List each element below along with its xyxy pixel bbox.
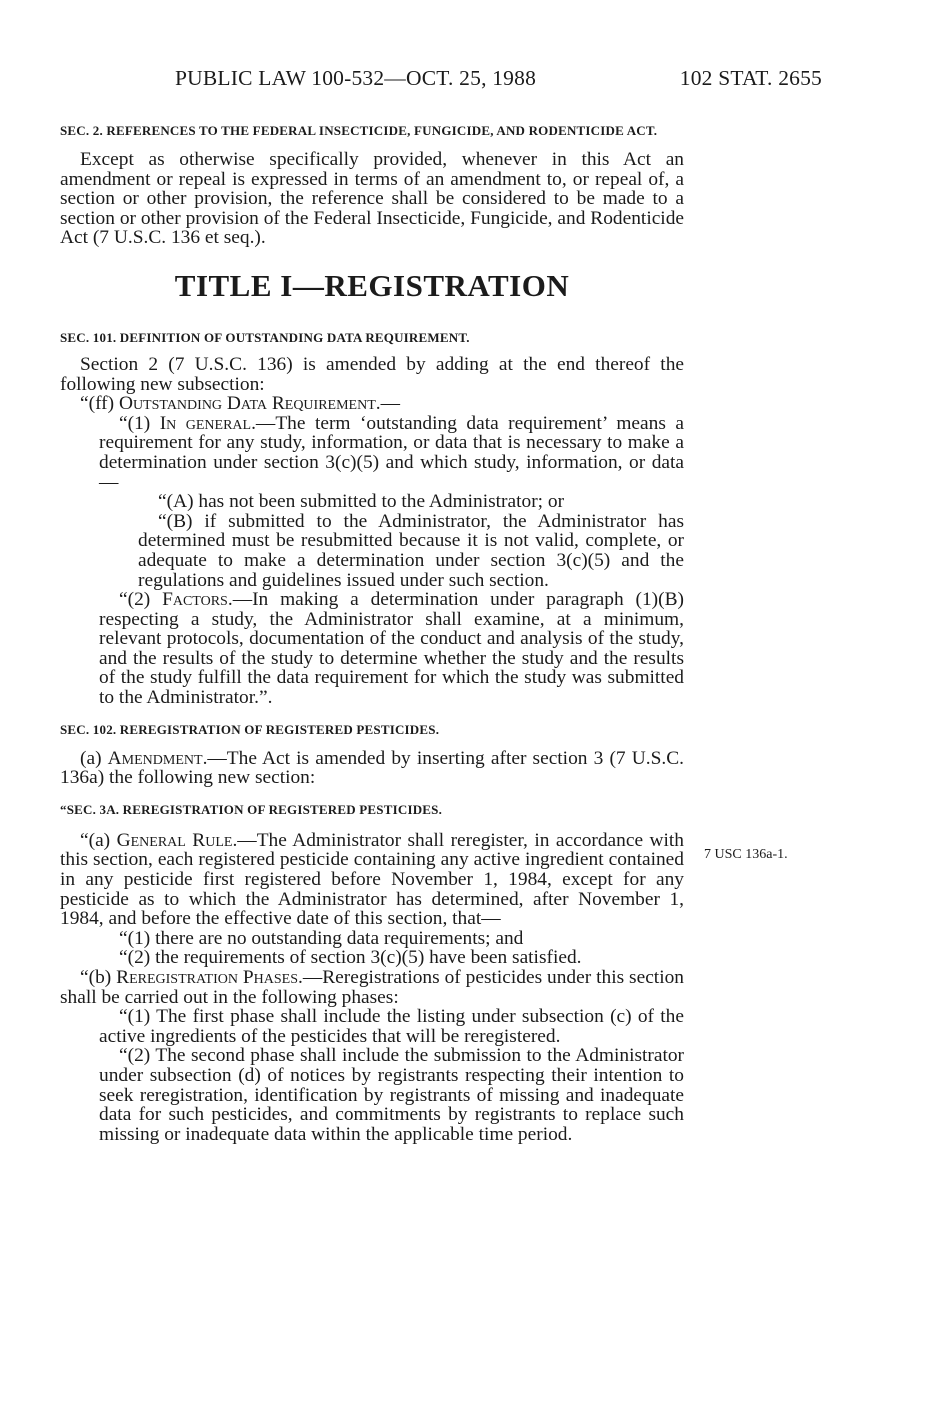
ff-heading: Outstanding Data Requirement — [118, 393, 376, 415]
title-heading: TITLE I—REGISTRATION — [174, 267, 570, 303]
p1-heading: In general — [159, 412, 252, 434]
subparagraph-a: “(A) has not been submitted to the Administrator; or — [158, 491, 565, 513]
p1-open: “(1) — [119, 412, 160, 434]
sec3a-heading: “SEC. 3A. REREGISTRATION OF REGISTERED PESTICIDES. — [60, 801, 443, 817]
paragraph-2 — [60, 590, 684, 708]
phase-2: “(2) The second phase shall include the submission to the Administrator under subsection (d) of notices by registrants respecting their intention to seek reregistration, identification by registrants of missing and inadequate data for such pesticides, and commitments by registrants to replace such missing or inadequate data within the applicable time period. — [99, 1045, 684, 1145]
sec2-paragraph: Except as otherwise specifically provided, whenever in this Act an amendment or repeal is expressed in terms of an amendment to, or repeal of, a section or other provision, the reference shall be considered to be made to a section or other provision of the Federal Insecticide, Fungicide, and Rodenticide Act (7 U.S.C. 136 et seq.). — [60, 149, 684, 249]
a-open: (a) — [80, 747, 108, 769]
a-text: .—The Act is amended by inserting after section 3 (7 U.S.C. 136a) the following new section: — [60, 747, 684, 789]
reregistration-phases — [60, 968, 684, 1007]
header-stat-page: 102 STAT. 2655 — [679, 66, 822, 90]
sec2-heading: SEC. 2. REFERENCES TO THE FEDERAL INSECTICIDE, FUNGICIDE, AND RODENTICIDE ACT. — [60, 123, 658, 138]
main-text-column — [60, 121, 684, 1144]
subsection-ff — [60, 394, 684, 414]
b-heading: Reregistration Phases — [116, 967, 299, 988]
ff-tail: .— — [375, 393, 401, 415]
subparagraph-b: “(B) if submitted to the Administrator, the Administrator has determined must be resubmitted because it is not valid, complete, or adequate to make a determination under section 3(c)(5) and the regulations and guidelines issued under such section. — [138, 510, 684, 591]
paragraph-1 — [60, 414, 684, 492]
sec101-intro: Section 2 (7 U.S.C. 136) is amended by adding at the end thereof the following new subsection: — [60, 353, 684, 395]
general-rule-1: “(1) there are no outstanding data requirements; and — [119, 927, 524, 949]
margin-citation: 7 USC 136a-1. — [704, 847, 788, 862]
sec102-heading: SEC. 102. REREGISTRATION OF REGISTERED PESTICIDES. — [60, 721, 440, 737]
general-rule — [60, 831, 684, 929]
sec101-heading: SEC. 101. DEFINITION OF OUTSTANDING DATA REQUIREMENT. — [60, 329, 470, 345]
a-heading: Amendment — [107, 747, 203, 769]
header-public-law: PUBLIC LAW 100-532—OCT. 25, 1988 — [175, 66, 537, 90]
b-text: .—Reregistrations of pesticides under this section shall be carried out in the following phases: — [60, 967, 684, 1008]
ga-text: .—The Administrator shall reregister, in accordance with this section, each registered pesticide containing any active ingredient contained in any pesticide first registered before November 1, 1984, except for any pesticide as to which the Administrator has determined, after November 1, 1984, and before the effective date of this section, that— — [60, 829, 685, 930]
sec102-amendment — [60, 749, 684, 788]
ga-open: “(a) — [80, 829, 117, 851]
b-open: “(b) — [80, 967, 117, 988]
general-rule-2: “(2) the requirements of section 3(c)(5) have been satisfied. — [119, 947, 582, 969]
p1-text: .—The term ‘outstanding data requirement’ means a requirement for any study, information, or data that is necessary to make a determination under section 3(c)(5) and which study, information, or data— — [99, 412, 684, 493]
phase-1: “(1) The first phase shall include the listing under subsection (c) of the active ingredients of the pesticides that will be reregistered. — [99, 1006, 684, 1047]
ga-heading: General Rule — [116, 829, 233, 851]
p2-text: .—In making a determination under paragraph (1)(B) respecting a study, the Administrator shall examine, at a minimum, relevant protocols, documentation of the conduct and analysis of the study, and the results of the study to determine whether the study and the results of the study fulfill the data requirement for which the study was submitted to the Administrator.”. — [99, 589, 684, 709]
p2-open: “(2) — [119, 589, 163, 611]
ff-open: “(ff) — [80, 393, 119, 415]
p2-heading: Factors — [162, 589, 228, 611]
